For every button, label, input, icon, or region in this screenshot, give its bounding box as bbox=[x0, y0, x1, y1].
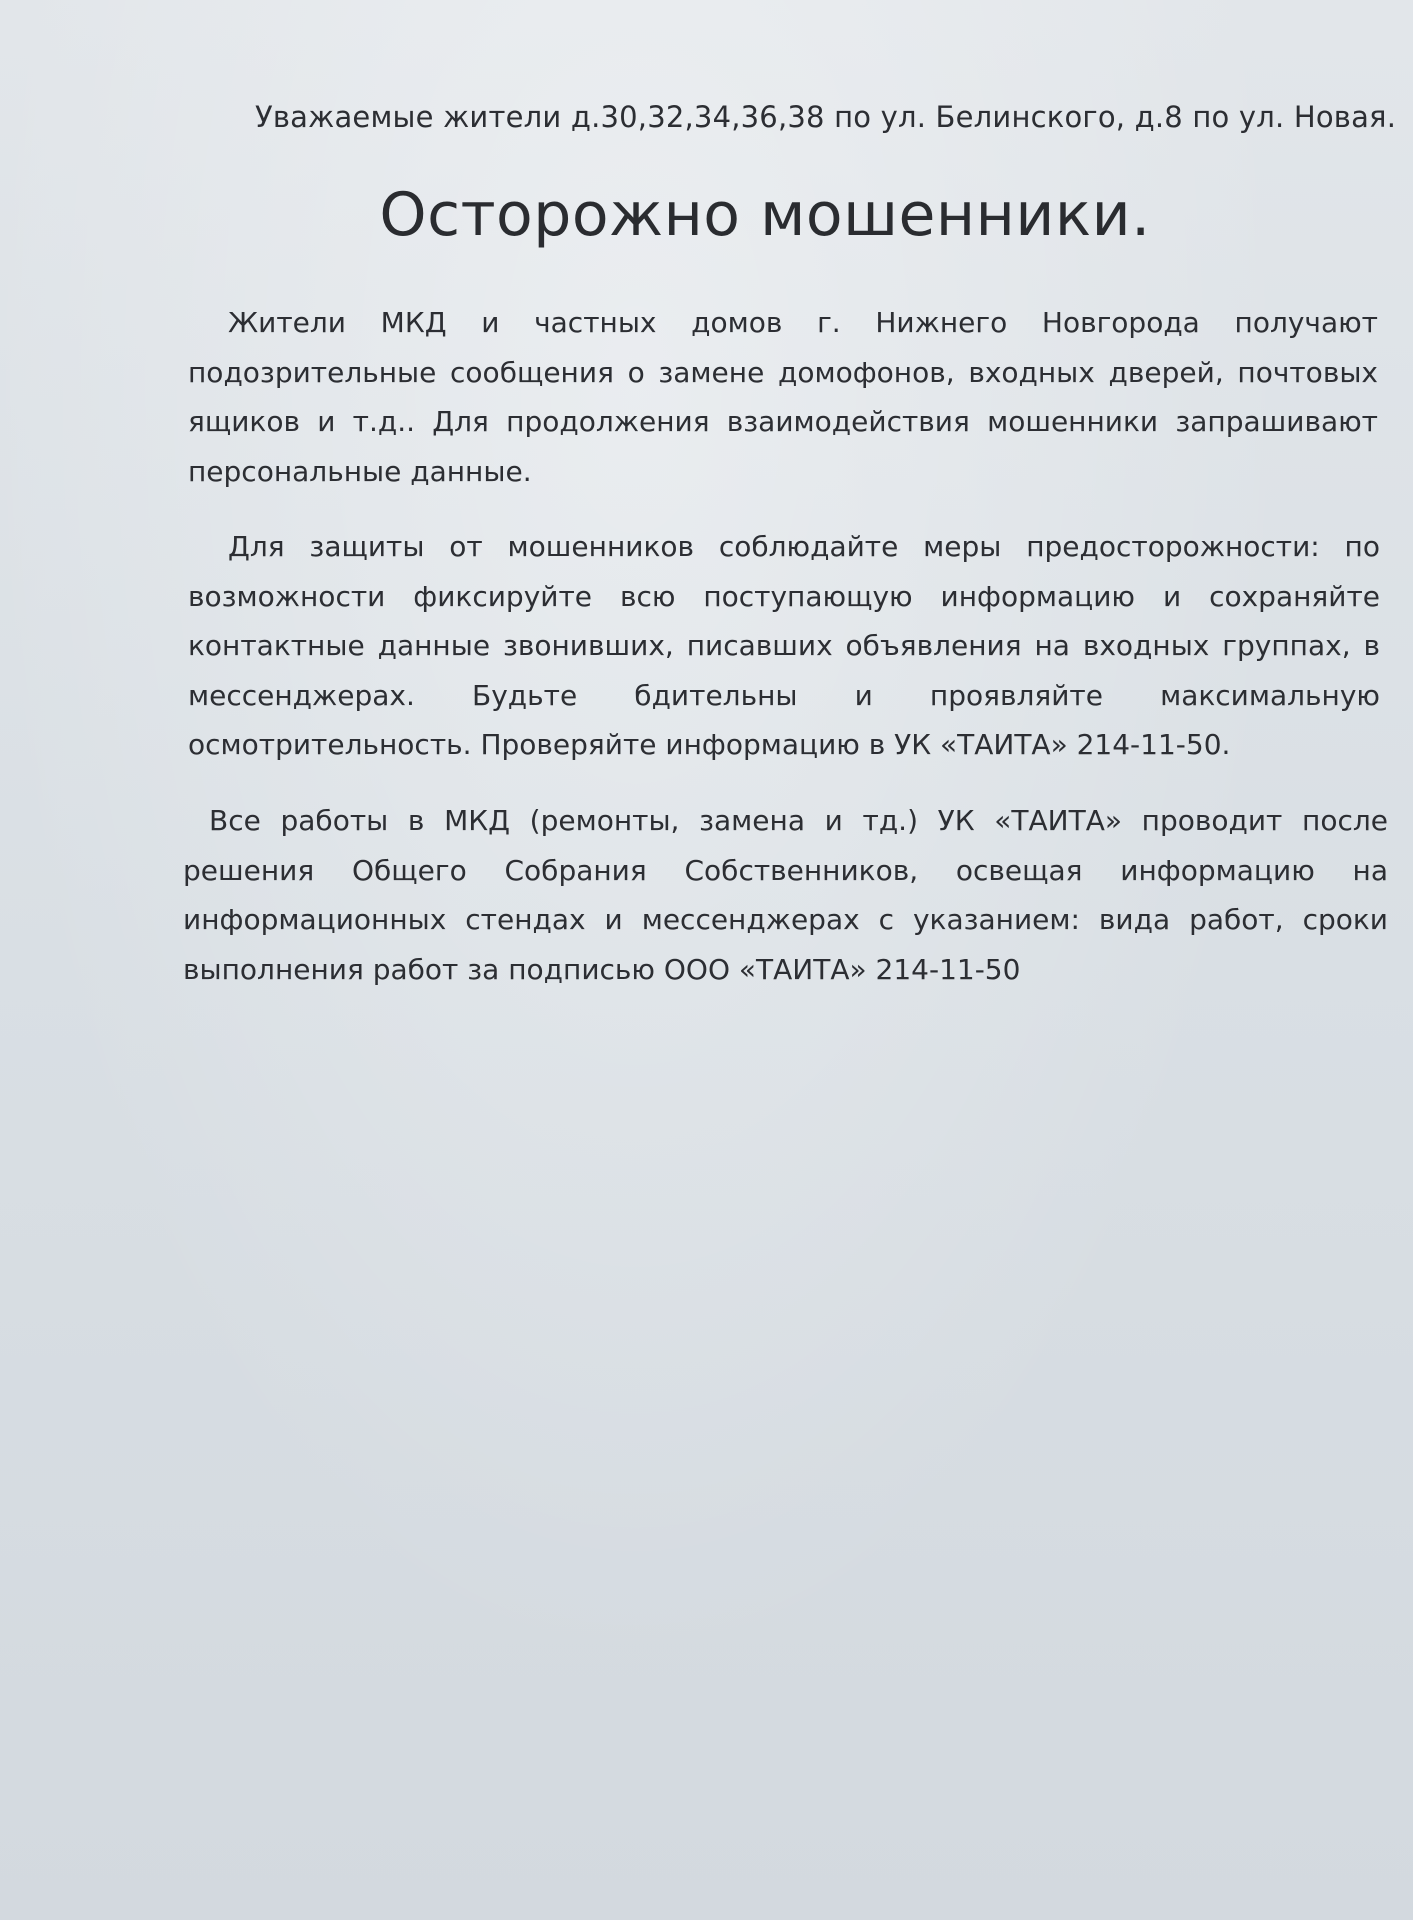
notice-title: Осторожно мошенники. bbox=[379, 180, 1151, 250]
paragraph-works-info: Все работы в МКД (ремонты, замена и тд.) УК «ТАИТА» проводит после решения Общего Собрания Собственников, освещая информацию на информационных стендах и мессенджерах с указанием: вида работ, сроки выполнения работ за подписью ООО «ТАИТА» 214-11-50 bbox=[183, 804, 1388, 986]
greeting-line: Уважаемые жители д.30,32,34,36,38 по ул. Белинского, д.8 по ул. Новая. bbox=[255, 100, 1397, 134]
paragraph-fraud-messages: Жители МКД и частных домов г. Нижнего Новгорода получают подозрительные сообщения о замене домофонов, входных дверей, почтовых ящиков и т.д.. Для продолжения взаимодействия мошенники запрашивают персональные данные. bbox=[188, 306, 1378, 488]
paragraph-precautions: Для защиты от мошенников соблюдайте меры предосторожности: по возможности фиксируйте всю поступающую информацию и сохраняйте контактные данные звонивших, писавших объявления на входных группах, в мессенджерах. Будьте бдительны и проявляйте максимальную осмотрительность. Проверяйте информацию в УК «ТАИТА» 214-11-50. bbox=[188, 530, 1380, 761]
